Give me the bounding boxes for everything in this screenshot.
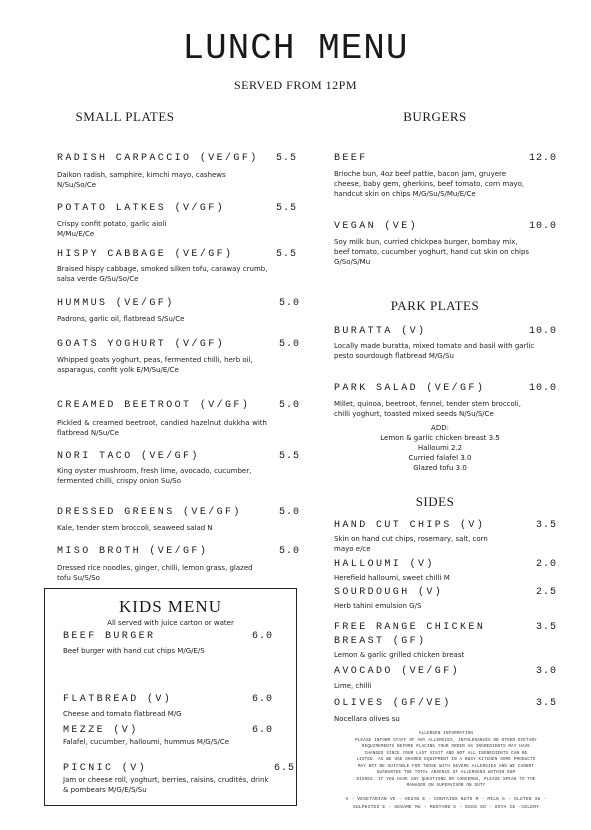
add-ons-list [330, 423, 550, 473]
item-price: 5.5 [275, 249, 297, 260]
item-desc: Lemon & garlic grilled chicken breast [334, 651, 465, 659]
item-price: 6.0 [251, 631, 273, 642]
item-name: AVOCADO (VE/GF) [334, 666, 461, 677]
item-desc: Lime, chilli [334, 682, 372, 690]
allergen-line: MAY NOT BE SUITABLE FOR THOSE WITH SEVERE ALLERGIES AND WE CANNOT [357, 764, 535, 769]
item-price: 2.0 [535, 559, 557, 570]
item-price: 5.5 [275, 153, 297, 164]
allergen-line: GUARANTEE THE TOTAL ABSENCE OF ALLERGENS WITHIN OUR [376, 771, 516, 775]
item-name: PARK SALAD (VE/GF) [334, 383, 486, 394]
item-desc: Padrons, garlic oil, flatbread S/Su/Ce [57, 315, 185, 323]
item-price: 5.0 [278, 507, 300, 518]
add-on-item: Lemon & garlic chicken breast 3.5 [380, 434, 500, 442]
item-name: HAND CUT CHIPS (V) [334, 520, 486, 531]
item-desc: Jam or cheese roll, yoghurt, berries, raisins, crudités, drink & pombears M/G/E/S/Su [63, 776, 269, 794]
item-desc: Herb tahini emulsion G/S [334, 602, 422, 610]
item-desc: Dressed rice noodles, ginger, chilli, lemon grass, glazed tofu Su/S/So [57, 564, 253, 582]
item-price: 3.5 [535, 698, 557, 709]
item-desc: Locally made buratta, mixed tomato and basil with garlic pesto sourdough flatbread M/G/Su [334, 342, 535, 360]
item-name-line2: BREAST (GF) [334, 636, 427, 647]
item-name: CREAMED BEETROOT (V/GF) [57, 400, 251, 411]
item-price: 12.0 [528, 153, 557, 164]
item-price: 10.0 [528, 383, 557, 394]
item-desc: Soy milk bun, curried chickpea burger, bombay mix, beef tomato, cucumber yoghurt, hand cut skin on chips G/So/S/Mu [334, 238, 530, 266]
item-name: RADISH CARPACCIO (VE/GF) [57, 153, 259, 164]
item-price: 5.0 [278, 546, 300, 557]
allergen-line: MANAGER ON SUPERVISOR ON DUTY [406, 784, 486, 788]
item-desc: Daikon radish, samphire, kimchi mayo, cashews N/Su/So/Ce [57, 171, 226, 189]
item-name: VEGAN (VE) [334, 221, 419, 232]
item-desc: Falafel, cucumber, halloumi, hummus M/G/S/Ce [63, 738, 230, 746]
item-desc: Skin on hand cut chips, rosemary, salt, corn mayo e/ce [334, 535, 488, 553]
small-plates-heading: SMALL PLATES [75, 109, 175, 124]
allergen-legend [318, 796, 574, 811]
item-price: 2.5 [535, 587, 557, 598]
item-price: 3.5 [535, 520, 557, 531]
allergen-line: PLEASE INFORM STAFF OF ANY ALLERGIES, INTOLERANCES OR OTHER DIETARY [355, 738, 537, 743]
item-price: 10.0 [528, 221, 557, 232]
item-name: DRESSED GREENS (VE/GF) [57, 507, 242, 518]
menu-title: LUNCH MENU [182, 28, 409, 69]
legend-line: V - VEGETARIAN VE - VEGAN E - CONTAINS NUTS M - MILK G - GLUTEN SU - [345, 797, 547, 802]
item-name: MEZZE (V) [63, 725, 139, 736]
item-price: 5.0 [278, 400, 300, 411]
item-price: 10.0 [528, 326, 557, 337]
item-price: 3.5 [535, 622, 557, 633]
item-name: NORI TACO (VE/GF) [57, 451, 200, 462]
item-desc: Braised hispy cabbage, smoked silken tofu, caraway crumb, salsa verde G/Su/So/Ce [57, 265, 268, 283]
item-desc: Herefield halloumi, sweet chilli M [334, 574, 450, 582]
item-price: 5.0 [278, 339, 300, 350]
item-desc: Crispy confit potato, garlic aioli M/Mu/E/Ce [57, 220, 167, 238]
item-name: POTATO LATKES (V/GF) [57, 203, 226, 214]
kids-menu-box [44, 588, 297, 806]
item-name: HUMMUS (VE/GF) [57, 298, 175, 309]
menu-subtitle: SERVED FROM 12PM [233, 78, 358, 92]
park-plates-heading: PARK PLATES [390, 298, 480, 313]
add-on-item: Glazed tofu 3.0 [413, 464, 467, 472]
allergen-line: LISTED. AS WE USE SHARED EQUIPMENT IN A BUSY KITCHEN SOME PRODUCTS [356, 758, 536, 762]
legend-line: SULPHITES E - SESAME MU - MUSTARD E - EGGS SO - SOYA CE -CELERY [352, 804, 540, 810]
item-name: PICNIC (V) [63, 763, 148, 774]
item-desc: Beef burger with hand cut chips M/G/E/S [63, 647, 205, 655]
add-on-item: Halloumi 2.2 [417, 444, 463, 452]
item-desc: Millet, quinoa, beetroot, fennel, tender stem broccoli, chilli yoghurt, toasted mixed seeds N/Su/S/Ce [334, 400, 521, 418]
allergen-info [322, 731, 570, 790]
item-desc: Pickled & creamed beetroot, candied hazelnut dukkha with flatbread N/Su/Ce [57, 419, 267, 437]
item-price: 6.0 [251, 725, 273, 736]
allergen-line: DISHES. IF YOU HAVE ANY QUESTIONS OR CONCERNS, PLEASE SPEAK TO THE [356, 777, 536, 782]
item-desc: King oyster mushroom, fresh lime, avocado, cucumber, fermented chilli, crispy onion Su/So [57, 467, 252, 485]
item-price: 5.5 [278, 451, 300, 462]
kids-menu-heading: KIDS MENU [119, 597, 222, 616]
item-name: SOURDOUGH (V) [334, 587, 444, 598]
item-desc: Whipped goats yoghurt, peas, fermented chilli, herb oil, asparagus, confit yolk E/M/Su/E/Ce [57, 356, 253, 374]
burgers-heading: BURGERS [403, 109, 467, 124]
kids-menu-note: All served with juice carton or water [107, 619, 234, 627]
item-name: FREE RANGE CHICKEN [334, 622, 486, 633]
item-name: BEEF BURGER [63, 631, 156, 642]
item-price: 5.0 [278, 298, 300, 309]
sides-heading: SIDES [415, 494, 455, 509]
allergen-heading: ALLERGEN INFORMATION [418, 732, 474, 736]
item-price: 3.0 [535, 666, 557, 677]
add-ons-heading: ADD: [431, 424, 449, 432]
item-name: FLATBREAD (V) [63, 694, 173, 705]
item-name: HISPY CABBAGE (VE/GF) [57, 249, 234, 260]
item-price: 6.5 [273, 763, 295, 774]
item-name: MISO BROTH (VE/GF) [57, 546, 209, 557]
item-name: HALLOUMI (V) [334, 559, 435, 570]
item-price: 5.5 [275, 203, 297, 214]
item-name: GOATS YOGHURT (V/GF) [57, 339, 226, 350]
item-desc: Kale, tender stem broccoli, seaweed salad N [57, 524, 213, 532]
item-desc: Cheese and tomato flatbread M/G [63, 710, 182, 718]
item-name: OLIVES (GF/VE) [334, 698, 452, 709]
add-on-item: Curried falafel 3.0 [408, 454, 472, 462]
item-name: BEEF [334, 153, 368, 164]
allergen-line: CHANGED SINCE YOUR LAST VISIT AND NOT ALL INGREDIENTS CAN BE [364, 751, 528, 756]
item-desc: Brioche bun, 4oz beef pattie, bacon jam, gruyere cheese, baby gem, gherkins, beef tomato, corn mayo, handcut skin on chips M/G/Su/S/Mu/E/Ce [334, 170, 525, 198]
item-price: 6.0 [251, 694, 273, 705]
item-desc: Nocellara olives su [334, 715, 400, 723]
allergen-line: REQUIREMENTS BEFORE PLACING YOUR ORDER AS INGREDIENTS MAY HAVE [361, 745, 531, 749]
item-name: BURATTA (V) [334, 326, 427, 337]
